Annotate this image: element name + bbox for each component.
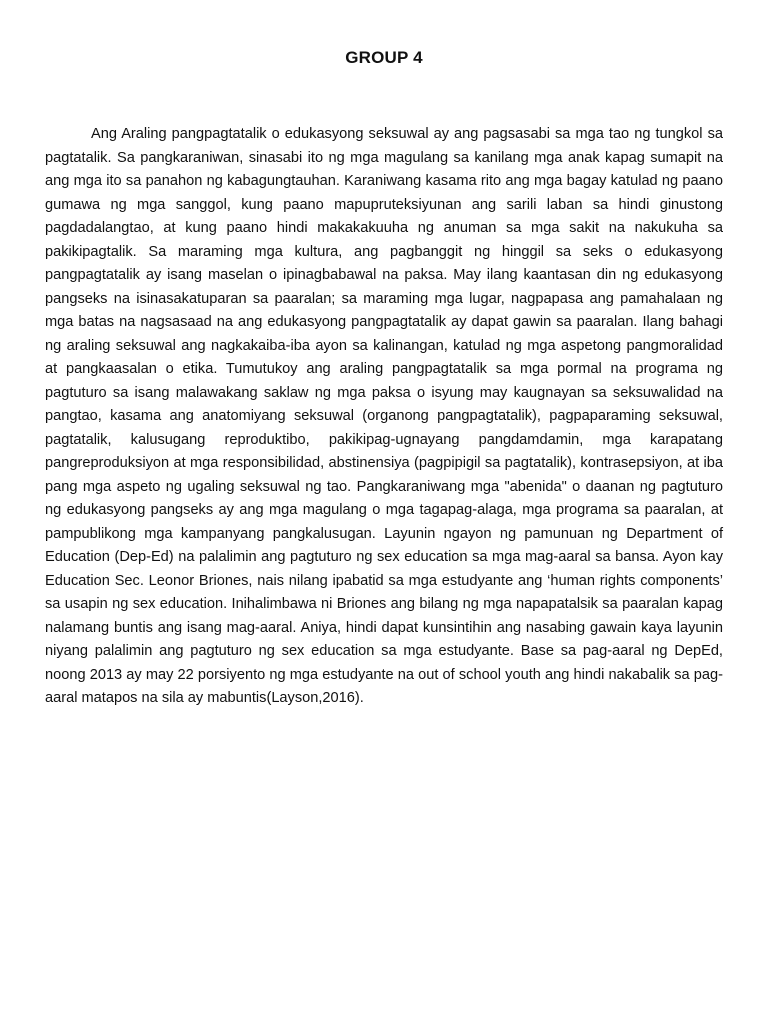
page-title: GROUP 4: [345, 48, 423, 67]
body-paragraph: Ang Araling pangpagtatalik o edukasyong seksuwal ay ang pagsasabi sa mga tao ng tungkol sa pagtatalik. Sa pangkaraniwan, sinasabi ito ng mga magulang sa kanilang mga anak kapag sumapit na ang mga ito sa panahon ng kabagungtauhan. Karaniwang kasama rito ang mga bagay katulad ng paano gumawa ng mga sanggol, kung paano mapupruteksiyunan ang sarili laban sa hindi ginustong pagdadalangtao, at kung paano hindi makakakuuha ng anuman sa mga sakit na nakukuha sa pakikipagtalik. Sa maraming mga kultura, ang pagbanggit ng hinggil sa seks o edukasyong pangpagtatalik ay isang maselan o ipinagbabawal na paksa. May ilang kaantasan din ng edukasyong pangseks na isinasakatuparan sa paaralan; sa maraming mga lugar, nagpapasa ang pamahalaan ng mga batas na nagsasaad na ang edukasyong pangpagtatalik ay dapat gawin sa paaralan. Ilang bahagi ng araling seksuwal ang nagkakaiba-iba ayon sa kalinangan, katulad ng mga aspetong pangmoralidad at pangkaasalan o etika. Tumutukoy ang araling pangpagtatalik sa mga pormal na programa ng pagtuturo sa isang malawakang saklaw ng mga paksa o isyung may kaugnayan sa seksuwalidad na pangtao, kasama ang anatomiyang seksuwal (organong pangpagtatalik), pagpaparaming seksuwal, pagtatalik, kalusugang reproduktibo, pakikipag-ugnayang pangdamdamin, mga karapatang pangreproduksiyon at mga responsibilidad, abstinensiya (pagpipigil sa pagtatalik), kontrasepsiyon, at iba pang mga aspeto ng ugaling seksuwal ng tao. Pangkaraniwang mga "abenida" o daanan ng pagtuturo ng edukasyong pangseks ay ang mga magulang o mga tagapag-alaga, mga programa sa paaralan, at pampublikong mga kampanyang pangkalusugan. Layunin ngayon ng pamunuan ng Department of Education (Dep-Ed) na palalimin ang pagtuturo ng sex education sa mga mag-aaral sa bansa. Ayon kay Education Sec. Leonor Briones, nais nilang ipabatid sa mga estudyante ang ‘human rights components’ sa usapin ng sex education. Inihalimbawa ni Briones ang bilang ng mga napapatalsik sa paaralan kapag nalamang buntis ang isang mag-aaral. Aniya, hindi dapat kunsintihin ang nasabing gawain kaya layunin niyang palalimin ang pagtuturo ng sex education sa mga estudyante. Base sa pag-aaral ng DepEd, noong 2013 ay may 22 porsiyento ng mga estudyante na out of school youth ang hindi nakabalik sa pag-aaral matapos na sila ay mabuntis(Layson,2016).: [45, 126, 723, 706]
